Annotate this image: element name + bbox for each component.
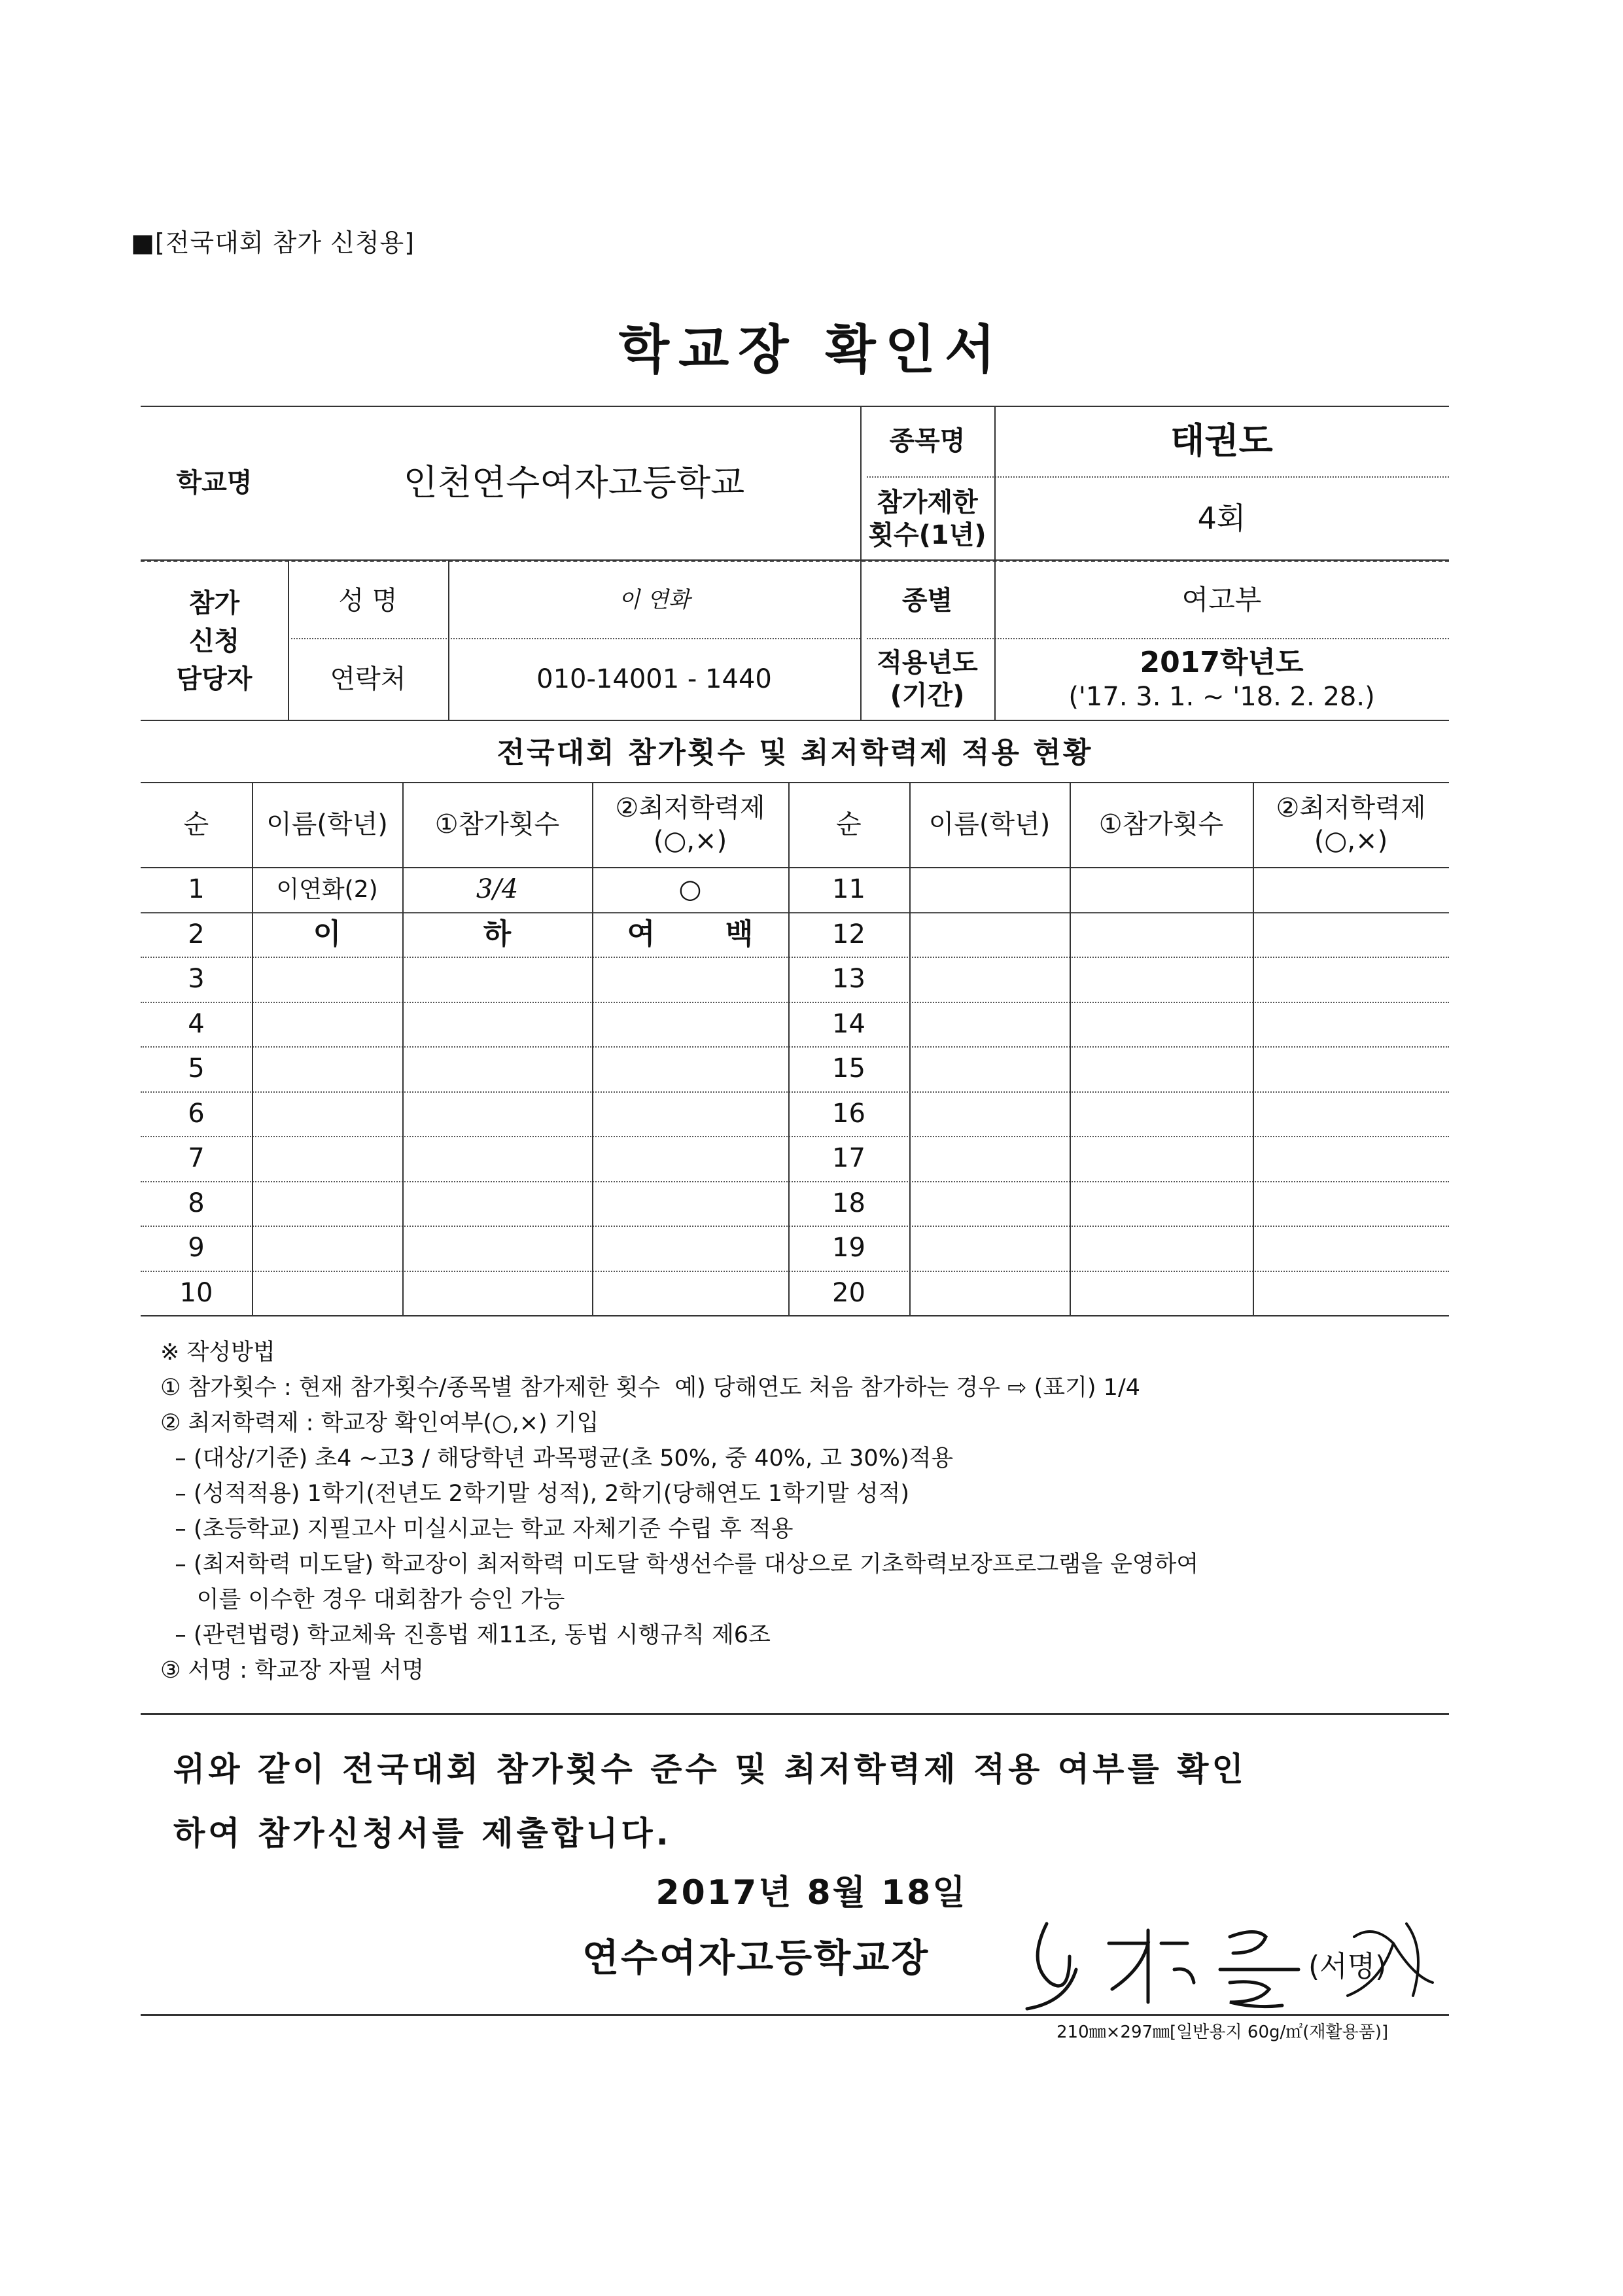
instruction-item: – (성적적용) 1학기(전년도 2학기말 성적), 2학기(당해연도 1학기말 성적) [160, 1481, 910, 1507]
instruction-item: – (최저학력 미도달) 학교장이 최저학력 미도달 학생선수를 대상으로 기초학력보장프로그램을 운영하여 [160, 1551, 1199, 1578]
header-no-right: 순 [836, 809, 862, 839]
event-value: 태권도 [1170, 420, 1273, 462]
row1-name: 이연화(2) [276, 875, 378, 903]
row-number-left: 5 [188, 1053, 205, 1084]
principal-signature [1001, 1898, 1472, 2028]
category-value: 여고부 [1181, 584, 1262, 616]
header-name-right: 이름(학년) [928, 809, 1051, 839]
row-number-right: 18 [832, 1188, 865, 1218]
paper-spec: 210㎜×297㎜[일반용지 60g/㎡(재활용품)] [1056, 2022, 1389, 2042]
contact-phone-value: 010-14001 - 1440 [536, 663, 772, 694]
entry-limit-label: 참가제한 횟수(1년) [868, 487, 986, 550]
status-table-title: 전국대회 참가횟수 및 최저학력제 적용 현황 [497, 735, 1093, 769]
school-name-label: 학교명 [176, 467, 253, 498]
blank-below-char-3: 여 [627, 917, 655, 951]
contact-phone-label: 연락처 [330, 663, 406, 694]
row-number-right: 16 [832, 1098, 865, 1129]
row-number-right: 19 [832, 1233, 865, 1263]
form-type-tag: ■[전국대회 참가 신청용] [131, 228, 415, 257]
instructions-title: ※ 작성방법 [160, 1339, 275, 1366]
issue-date: 2017년 8월 18일 [655, 1873, 968, 1913]
school-name-value: 인천연수여자고등학교 [403, 461, 745, 503]
header-min-right: ②최저학력제 (○,×) [1276, 793, 1426, 856]
row-number-right: 14 [832, 1008, 865, 1039]
row1-count: 3/4 [476, 874, 519, 905]
instruction-item: – (대상/기준) 초4 ~고3 / 해당학년 과목평균(초 50%, 중 40%, 고 30%)적용 [160, 1445, 954, 1472]
instruction-item: ① 참가횟수 : 현재 참가횟수/종목별 참가제한 횟수 예) 당해연도 처음 참가하는 경우 ⇨ (표기) 1/4 [160, 1375, 1141, 1401]
instruction-item: – (초등학교) 지필고사 미실시교는 학교 자체기준 수립 후 적용 [160, 1516, 794, 1542]
row-number-right: 11 [832, 874, 865, 905]
row-number-right: 17 [832, 1143, 865, 1174]
header-count-right: ①참가횟수 [1098, 809, 1224, 839]
header-name-left: 이름(학년) [266, 809, 388, 839]
instruction-item: ③ 서명 : 학교장 자필 서명 [160, 1657, 425, 1684]
apply-year-label: 적용년도 (기간) [877, 647, 978, 711]
row-number-right: 13 [832, 964, 865, 995]
header-count-left: ①참가횟수 [434, 809, 560, 839]
row-number-right: 15 [832, 1053, 865, 1084]
confirmation-statement [173, 1737, 1247, 1865]
row-number-left: 3 [188, 964, 205, 995]
header-no-left: 순 [183, 809, 209, 839]
instruction-item: 이를 이수한 경우 대회참가 승인 가능 [160, 1587, 565, 1613]
row-number-right: 20 [832, 1277, 865, 1308]
document-title: 학교장 확인서 [618, 319, 1005, 380]
instructions [160, 1335, 1198, 1688]
apply-year-value: 2017학년도 ('17. 3. 1. ~ '18. 2. 28.) [1068, 646, 1375, 712]
principal-title: 연수여자고등학교장 [582, 1935, 930, 1980]
row-number-left: 4 [188, 1008, 205, 1039]
instruction-item: ② 최저학력제 : 학교장 확인여부(○,×) 기입 [160, 1410, 599, 1436]
category-label: 종별 [901, 585, 953, 616]
row-number-left: 1 [188, 874, 205, 905]
row-number-left: 2 [188, 919, 205, 949]
blank-below-char-4: 백 [725, 917, 754, 951]
contact-name-value: 이 연화 [618, 587, 690, 614]
entry-limit-value: 4회 [1197, 500, 1246, 536]
instruction-item: – (관련법령) 학교체육 진흥법 제11조, 동법 시행규칙 제6조 [160, 1622, 771, 1648]
seal-mark: (서명) [1308, 1950, 1387, 1983]
row-number-left: 8 [188, 1188, 205, 1218]
row-number-right: 12 [832, 919, 865, 949]
blank-below-char-2: 하 [483, 917, 512, 951]
blank-below-char-1: 이 [313, 917, 341, 951]
row-number-left: 6 [188, 1098, 205, 1129]
contact-name-label: 성 명 [338, 585, 398, 616]
statement-line-1: 위와 같이 전국대회 참가횟수 준수 및 최저학력제 적용 여부를 확인 [173, 1750, 1247, 1788]
row1-min-level: ○ [678, 874, 702, 905]
event-label: 종목명 [889, 426, 966, 456]
row-number-left: 9 [188, 1233, 205, 1263]
statement-line-2: 하여 참가신청서를 제출합니다. [173, 1814, 672, 1852]
row-number-left: 10 [179, 1277, 213, 1308]
row-number-left: 7 [188, 1143, 205, 1174]
header-min-left: ②최저학력제 (○,×) [615, 793, 765, 856]
applicant-label: 참가 신청 담당자 [176, 588, 253, 694]
